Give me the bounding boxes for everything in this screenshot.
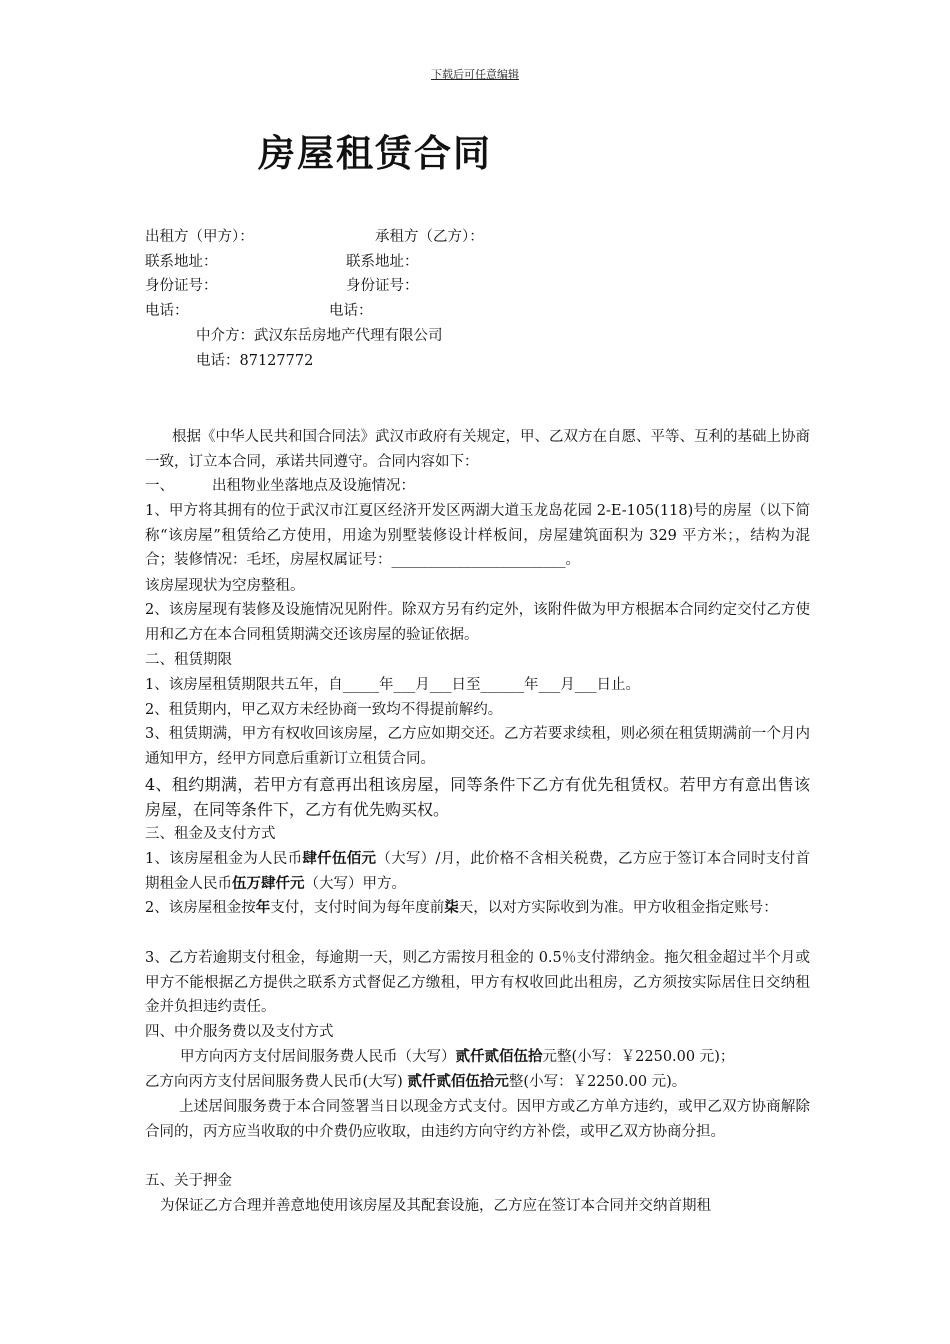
lessee-label: 承租方（乙方）： bbox=[375, 229, 484, 245]
deed-number-blank: ________________________ bbox=[391, 552, 566, 568]
day-end-label: 日止。 bbox=[596, 677, 640, 693]
agent-line: 中介方：武汉东岳房地产代理有限公司 bbox=[196, 328, 443, 344]
section3-item1 bbox=[145, 847, 810, 896]
section1-heading bbox=[145, 474, 810, 499]
section2-item4: 4、租约期满，若甲方有意再出租该房屋，同等条件下乙方有优先租赁权。若甲方有意出售该房屋，在同等条件下，乙方有优先购买权。 bbox=[145, 775, 810, 819]
phone-row bbox=[145, 299, 810, 324]
section3-heading: 三、租金及支付方式 bbox=[145, 826, 276, 842]
payment-text-a: 2、该房屋租金按 bbox=[145, 900, 256, 916]
lessor-id-label: 身份证号： bbox=[145, 278, 218, 294]
payment-period: 年 bbox=[255, 899, 271, 916]
section1-item1-end: 。 bbox=[565, 552, 580, 568]
section3-item3: 3、乙方若逾期支付租金，每逾期一天，则乙方需按月租金的 0.5％支付滞纳金。拖欠租金超过半个月或甲方不能根据乙方提供之联系方式督促乙方缴租，甲方有权收回此出租房，乙方须按实际居住日交纳租金并负担违约责任。 bbox=[145, 950, 810, 1015]
year-label: 年 bbox=[523, 677, 539, 693]
start-day-blank: ___ bbox=[429, 677, 452, 693]
address-row bbox=[145, 250, 810, 275]
start-year-blank: _____ bbox=[342, 677, 379, 693]
section3-item2 bbox=[145, 896, 810, 921]
end-day-blank: ___ bbox=[574, 677, 597, 693]
lessee-id-label: 身份证号： bbox=[346, 278, 419, 294]
lease-term-text: 1、该房屋租赁期限共五年，自 bbox=[145, 677, 343, 693]
section4-heading: 四、中介服务费以及支付方式 bbox=[145, 1024, 334, 1040]
section4-lessee-fee bbox=[145, 1070, 810, 1095]
lessee-fee-end: 整(小写：￥2250.00 元)。 bbox=[508, 1074, 687, 1090]
rent-text-b: （大写）/月，此价格不含相关税费，乙方应于签订本合同时支付首期租金人民币 bbox=[145, 851, 810, 892]
section1-item1-text: 1、甲方将其拥有的位于武汉市江夏区经济开发区两湖大道玉龙岛花园 2-E-105(118)号的房屋（以下简称“该房屋”租赁给乙方使用，用途为别墅装修设计样板间，房屋建筑面积为 329 平方米；，结构为混合；装修情况：毛坯，房屋权属证号： bbox=[145, 503, 810, 568]
section2-item3: 3、租赁期满，甲方有权收回该房屋，乙方应如期交还。乙方若要求续租，则必须在租赁期满前一个月内通知甲方，经甲方同意后重新订立租赁合同。 bbox=[145, 726, 810, 767]
lessee-fee-text: 乙方向丙方支付居间服务费人民币(大写) bbox=[145, 1074, 408, 1090]
section4-lessor-fee bbox=[180, 1045, 845, 1070]
lessor-fee-end: 元整(小写：￥2250.00 元)； bbox=[542, 1049, 735, 1065]
lessor-address-label: 联系地址： bbox=[145, 254, 218, 270]
section1-title: 出租物业坐落地点及设施情况： bbox=[212, 478, 415, 494]
day-to-label: 日至 bbox=[451, 677, 481, 693]
end-month-blank: ___ bbox=[538, 677, 561, 693]
section1-item1 bbox=[145, 499, 810, 573]
section5-paragraph: 为保证乙方合理并善意地使用该房屋及其配套设施，乙方应在签订本合同并交纳首期租 bbox=[160, 1198, 711, 1214]
rent-text-c: （大写）甲方。 bbox=[304, 875, 406, 892]
lessor-row bbox=[145, 225, 810, 250]
section2-heading: 二、租赁期限 bbox=[145, 652, 232, 668]
header-note: 下载后可任意编辑 bbox=[431, 68, 519, 81]
section2-item2: 2、租赁期内，甲乙双方未经协商一致均不得提前解约。 bbox=[145, 702, 503, 718]
payment-text-c: 天，以对方实际收到为准。甲方收租金指定账号： bbox=[458, 900, 778, 916]
section2-item1 bbox=[145, 673, 810, 698]
rent-text-a: 1、该房屋租金为人民币 bbox=[145, 851, 303, 867]
payment-days: 柒 bbox=[444, 899, 459, 916]
end-year-blank: ______ bbox=[480, 677, 524, 693]
preamble-paragraph: 根据《中华人民共和国合同法》武汉市政府有关规定，甲、乙双方在自愿、平等、互利的基础上协商一致，订立本合同，承诺共同遵守。合同内容如下： bbox=[145, 429, 810, 470]
contract-title: 房屋租赁合同 bbox=[258, 132, 492, 175]
month-label: 月 bbox=[415, 677, 430, 693]
lessee-address-label: 联系地址： bbox=[346, 254, 419, 270]
month-label: 月 bbox=[560, 677, 575, 693]
section1-number: 一、 bbox=[145, 478, 174, 494]
first-payment-amount: 伍万肆仟元 bbox=[232, 874, 305, 892]
section4-terms: 上述居间服务费于本合同签署当日以现金方式支付。因甲方或乙方单方违约，或甲乙双方协商解除合同的，丙方应当收取的中介费仍应收取，由违约方向守约方补偿，或甲乙双方协商分担。 bbox=[145, 1099, 810, 1140]
lessor-fee-text: 甲方向丙方支付居间服务费人民币（大写） bbox=[180, 1049, 456, 1065]
start-month-blank: ___ bbox=[393, 677, 416, 693]
lessee-fee-amount: 贰仟贰佰伍拾元 bbox=[407, 1073, 509, 1090]
lessor-phone-label: 电话： bbox=[145, 303, 189, 319]
payment-text-b: 支付，支付时间为每年度前 bbox=[270, 900, 445, 916]
id-row bbox=[145, 274, 810, 299]
monthly-rent-amount: 肆仟伍佰元 bbox=[302, 850, 377, 867]
lessor-label: 出租方（甲方）： bbox=[145, 229, 254, 245]
year-label: 年 bbox=[378, 677, 394, 693]
agent-phone-line: 电话：87127772 bbox=[196, 353, 314, 369]
section5-heading: 五、关于押金 bbox=[145, 1173, 232, 1189]
lessor-fee-amount: 贰仟贰佰伍拾 bbox=[455, 1048, 543, 1065]
section1-item1-note: 该房屋现状为空房整租。 bbox=[145, 578, 305, 594]
section1-item2: 2、该房屋现有装修及设施情况见附件。除双方另有约定外，该附件做为甲方根据本合同约定交付乙方使用和乙方在本合同租赁期满交还该房屋的验证依据。 bbox=[145, 602, 810, 643]
lessee-phone-label: 电话： bbox=[329, 303, 373, 319]
